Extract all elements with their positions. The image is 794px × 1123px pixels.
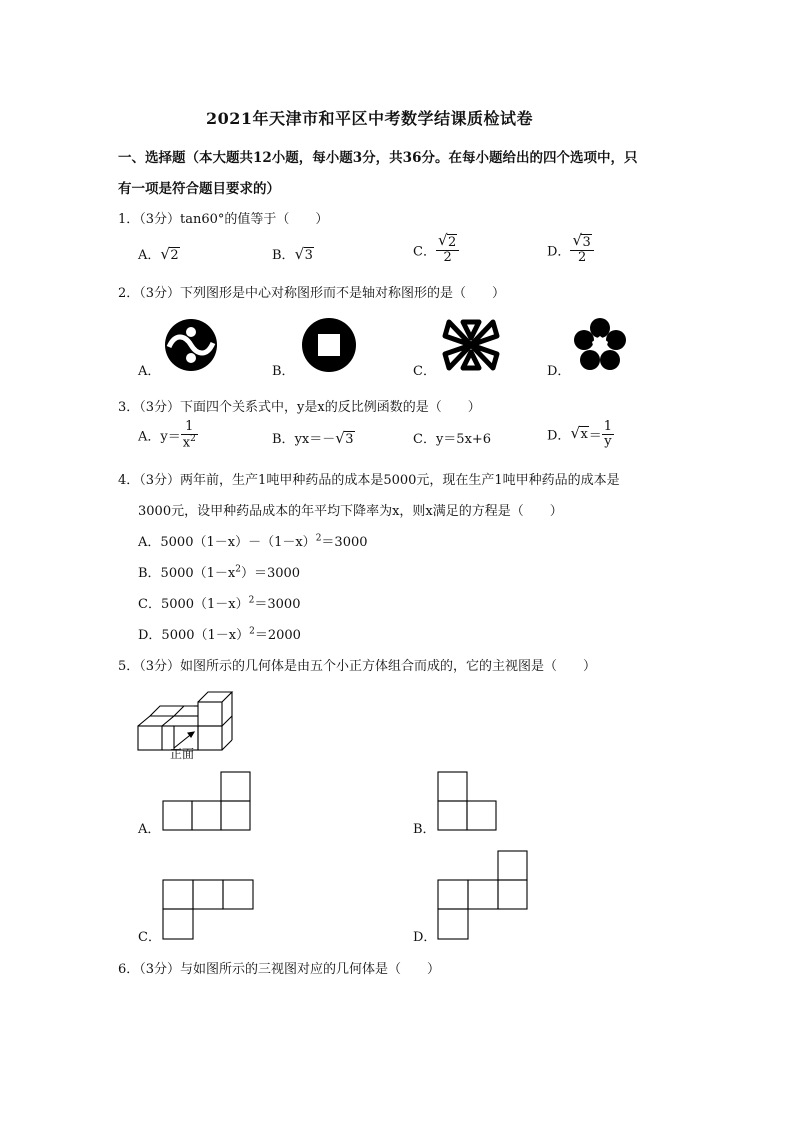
option-label: D． — [547, 244, 571, 260]
q2-figure-a-icon — [163, 317, 219, 373]
question-3-stem: 3．（3分）下面四个关系式中，y是x的反比例函数的是（ ） — [118, 400, 481, 415]
q2-figure-b-icon — [301, 317, 357, 373]
section-header-line2: 有一项是符合题目要求的） — [118, 181, 280, 197]
question-2-stem: 2．（3分）下列图形是中心对称图形而不是轴对称图形的是（ ） — [118, 286, 506, 301]
q5-option-b-figure — [437, 771, 499, 831]
q5-option-a[interactable]: A． — [138, 822, 161, 837]
sqrt-symbol: √ 3 — [572, 231, 591, 250]
q5-option-b[interactable]: B． — [413, 822, 436, 837]
q1-option-c[interactable]: C． √ 2 2 — [413, 236, 459, 264]
q3-option-c[interactable]: C．y＝5x+6 — [413, 432, 492, 447]
q5-solid-figure — [136, 680, 246, 752]
q2-option-a[interactable]: A． — [138, 364, 161, 379]
front-view-label: 正面 — [170, 747, 195, 761]
sqrt-symbol: √ 2 — [437, 231, 457, 250]
q5-option-c[interactable]: C． — [138, 930, 161, 945]
page-title: 2021年天津市和平区中考数学结课质检试卷 — [206, 109, 534, 128]
q1-option-d[interactable]: D． √ 3 2 — [547, 236, 594, 264]
option-label: A． — [138, 248, 161, 263]
q4-option-d[interactable]: D．$5000(1-x)^2=2000$ — [138, 626, 301, 643]
question-4-stem-line2: 3000元，设甲种药品成本的年平均下降率为x，则x满足的方程是（ ） — [138, 504, 563, 519]
option-label: C． — [413, 244, 436, 260]
q3-option-d[interactable]: D． √ x＝ $\frac{1}{y}$ — [547, 419, 613, 449]
q1-option-a[interactable] — [138, 244, 180, 263]
section-header-line1: 一、选择题（本大题共12小题，每小题3分，共36分。在每小题给出的四个选项中，只 — [118, 150, 638, 166]
q2-option-d[interactable]: D． — [547, 364, 571, 379]
option-label: B． — [272, 248, 295, 263]
question-1-stem: 1．（3分）tan60°的值等于（ ） — [118, 212, 329, 227]
q4-option-c[interactable]: C．$5000(1-x)^2=3000$ — [138, 595, 301, 612]
sqrt-symbol: √ 2 — [160, 245, 179, 263]
question-5-stem: 5．（3分）如图所示的几何体是由五个小正方体组合而成的，它的主视图是（ ） — [118, 659, 597, 674]
q5-option-c-figure — [162, 879, 254, 941]
q1-option-b[interactable] — [272, 244, 314, 263]
q4-option-b[interactable]: B．$5000(1-x^2)=3000$ — [138, 564, 301, 581]
q3-option-a[interactable]: A．y＝ $\frac{1}{x^2}$ — [138, 419, 196, 450]
sqrt-symbol: √ 3 — [294, 245, 313, 263]
sqrt-symbol: √ x — [570, 423, 588, 442]
q5-option-a-figure — [162, 771, 252, 831]
q3-option-b[interactable]: B．yx＝－ √ 3 — [272, 429, 354, 447]
q2-option-c[interactable]: C． — [413, 364, 436, 379]
q5-option-d[interactable]: D． — [413, 930, 437, 945]
sqrt-symbol: √ 3 — [335, 429, 354, 447]
q2-figure-d-icon — [572, 317, 628, 373]
q5-option-d-figure — [437, 850, 529, 940]
question-6-stem: 6．（3分）与如图所示的三视图对应的几何体是（ ） — [118, 962, 441, 977]
q2-option-b[interactable]: B． — [272, 364, 295, 379]
q4-option-a[interactable]: A．$5000(1-x)-(1-x)^2=3000$ — [138, 533, 368, 550]
question-4-stem-line1: 4．（3分）两年前，生产1吨甲种药品的成本是5000元，现在生产1吨甲种药品的成本是 — [118, 473, 620, 488]
q2-figure-c-icon — [441, 318, 501, 372]
